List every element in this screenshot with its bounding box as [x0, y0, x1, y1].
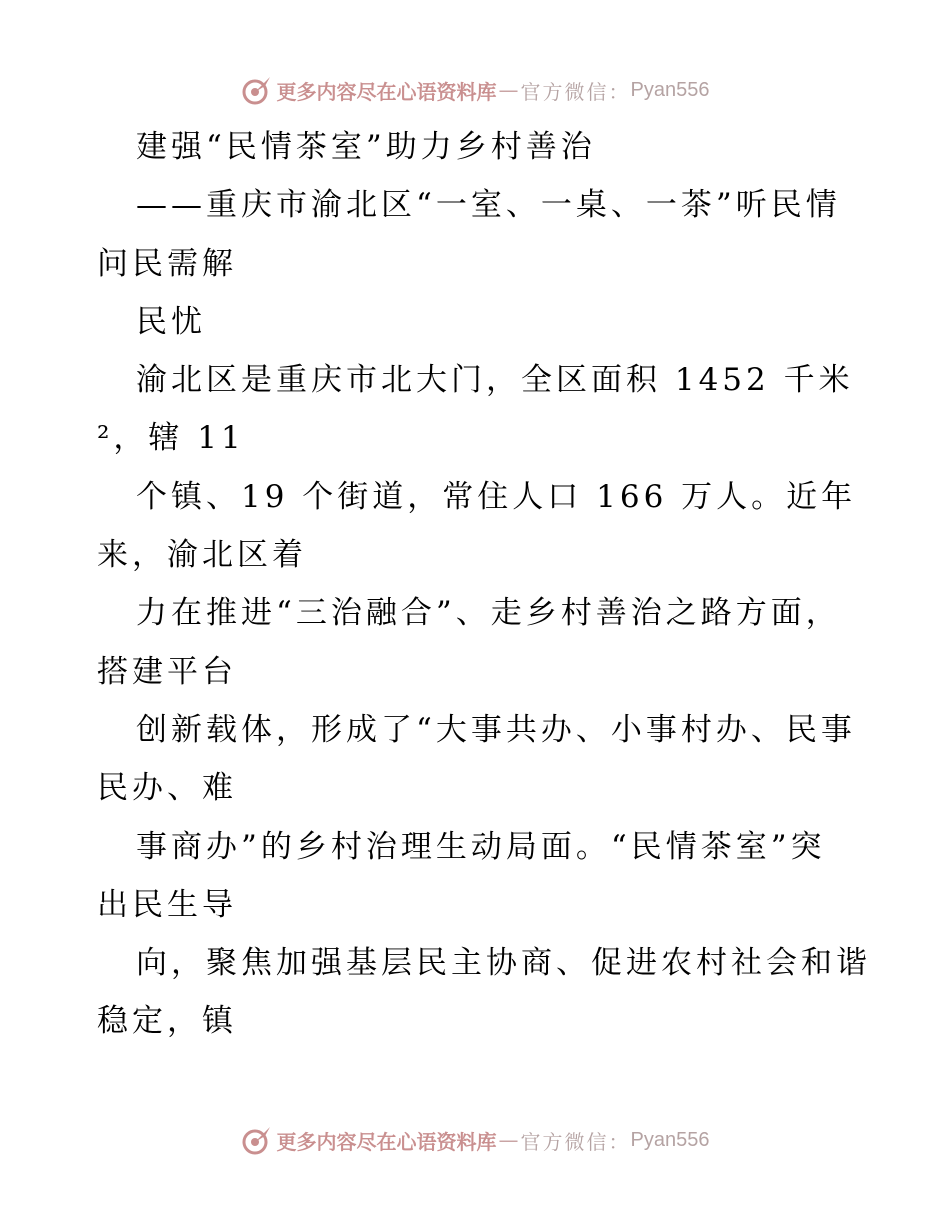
document-line: 创新载体，形成了“大事共办、小事村办、民事 — [136, 711, 856, 748]
document-line: 建强“民情茶室”助力乡村善治 — [136, 129, 596, 165]
watermark-dash: — — [498, 78, 519, 102]
document-line: 向，聚焦加强基层民主协商、促进农村社会和谐 — [136, 945, 871, 982]
document-line: 出民生导 — [97, 886, 237, 923]
document-body — [97, 118, 871, 1051]
document-line: ——重庆市渝北区“一室、一桌、一茶”听民情 — [136, 187, 841, 224]
header-watermark — [0, 70, 950, 110]
document-line: 来，渝北区着 — [97, 537, 307, 574]
document-line: 搭建平台 — [97, 653, 237, 690]
document-line: 力在推进“三治融合”、走乡村善治之路方面， — [136, 595, 841, 632]
document-line: 问民需解 — [97, 245, 237, 282]
watermark-brand: 更多内容尽在心语资料库 — [276, 1129, 497, 1154]
document-line: 事商办”的乡村治理生动局面。“民情茶室”突 — [136, 828, 826, 865]
document-line: 渝北区是重庆市北大门，全区面积 1452 千米 — [136, 362, 854, 399]
watermark-brand: 更多内容尽在心语资料库 — [276, 79, 497, 104]
watermark-wechat-id: Pyan556 — [630, 78, 710, 101]
document-line: ²，辖 11 — [97, 420, 245, 457]
document-line: 稳定，镇 — [97, 1003, 237, 1040]
document-line: 民忧 — [136, 303, 206, 340]
document-line: 民办、难 — [97, 770, 237, 807]
watermark-wechat-id: Pyan556 — [630, 1128, 710, 1151]
document-line: 个镇、19 个街道，常住人口 166 万人。近年 — [136, 478, 857, 515]
watermark-official-label: 官方微信： — [520, 79, 631, 104]
quill-logo-icon — [241, 74, 273, 106]
watermark-dash: — — [498, 1128, 519, 1152]
quill-logo-icon — [241, 1124, 273, 1156]
watermark-official-label: 官方微信： — [520, 1129, 631, 1154]
footer-watermark — [0, 1120, 950, 1160]
